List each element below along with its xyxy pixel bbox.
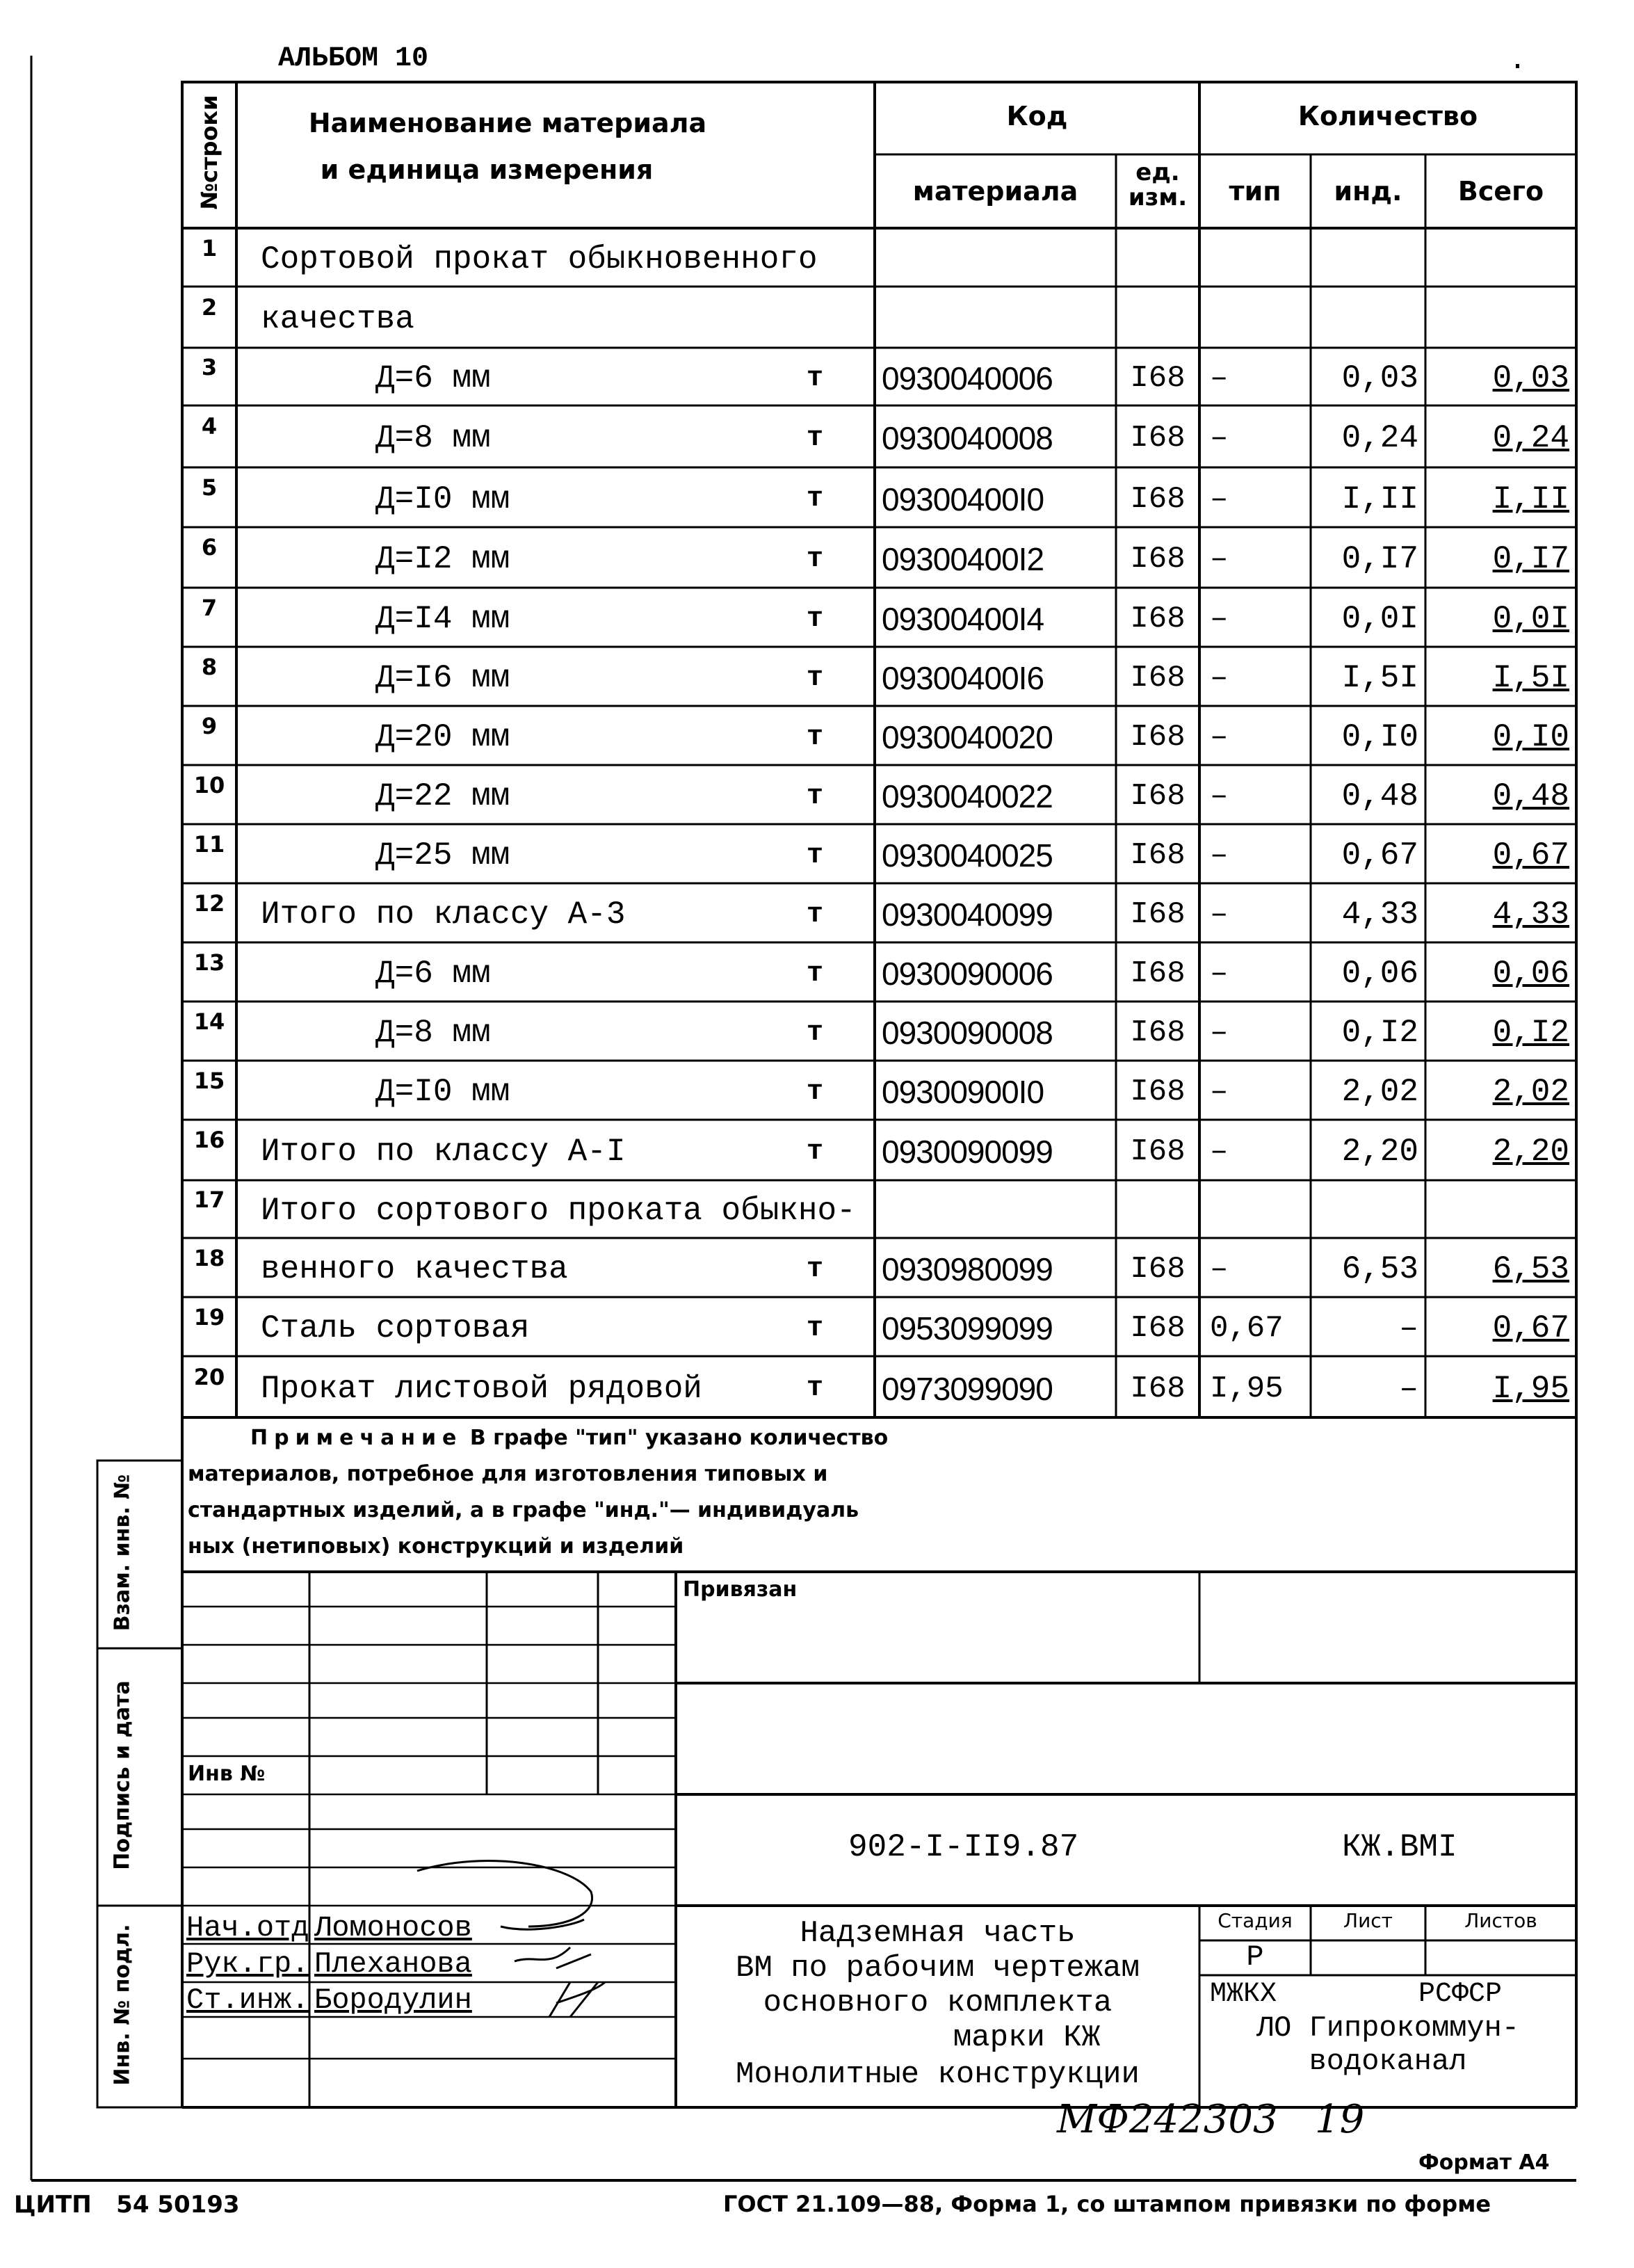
side-label-podpis: Подпись и дата <box>110 1680 135 1870</box>
row-tip: – <box>1210 897 1229 932</box>
row-ed: I68 <box>1130 602 1186 636</box>
row-total: 0,24 <box>1492 420 1569 456</box>
header-code: Код <box>1006 101 1068 131</box>
row-unit: т <box>807 363 824 394</box>
note-text1: В графе "тип" указано количество <box>469 1426 889 1450</box>
row-name: Д=6 мм <box>375 360 491 396</box>
stamp-title-4: марки КЖ <box>953 2020 1101 2055</box>
row-tip: – <box>1210 1252 1229 1287</box>
side-label-vzam: Взам. инв. № <box>110 1474 135 1632</box>
header-code-unit: ед. изм. <box>1128 159 1188 211</box>
row-number: 18 <box>193 1245 225 1271</box>
header-name-line2: и единица измерения <box>320 154 654 185</box>
row-tip: 0,67 <box>1210 1311 1284 1346</box>
side-label-inv-podl: Инв. № подл. <box>110 1924 135 2086</box>
row-number: 11 <box>193 831 225 858</box>
row-unit: т <box>807 1018 824 1049</box>
row-number: 16 <box>193 1127 225 1153</box>
row-total: 0,03 <box>1492 360 1569 396</box>
row-code: 0930040022 <box>882 778 1053 814</box>
row-number: 6 <box>201 534 218 561</box>
row-code: 09300400I4 <box>882 601 1044 637</box>
row-name: Итого по классу А-I <box>261 1134 626 1170</box>
row-name: Итого сортового проката обыкно- <box>261 1193 856 1229</box>
row-ind: 0,I0 <box>1341 719 1418 755</box>
row-ed: I68 <box>1130 542 1186 577</box>
row-ind: 0,24 <box>1341 420 1418 456</box>
note-line1 <box>250 1426 888 1450</box>
row-unit: т <box>807 1373 824 1404</box>
row-total: 0,06 <box>1492 956 1569 992</box>
stamp-title-5: Монолитные конструкции <box>736 2057 1140 2092</box>
row-ed: I68 <box>1130 838 1186 873</box>
row-number: 19 <box>193 1304 225 1330</box>
stamp-title-3: основного комплекта <box>763 1986 1113 2020</box>
row-code: 0930040099 <box>882 896 1053 933</box>
row-name: Д=I0 мм <box>375 481 510 517</box>
row-name: Итого по классу А-3 <box>261 896 626 933</box>
row-name: качества <box>261 301 414 337</box>
row-name: Д=I2 мм <box>375 541 510 577</box>
stamp-title-1: Надземная часть <box>800 1916 1076 1951</box>
row-ind: I,5I <box>1341 660 1418 696</box>
row-tip: – <box>1210 602 1229 636</box>
footer-right: ГОСТ 21.109—88, Форма 1, со штампом привязки по форме <box>723 2191 1491 2217</box>
stamp-sheet-label: Лист <box>1343 1909 1393 1932</box>
row-ind: 0,06 <box>1341 956 1418 992</box>
row-total: 6,53 <box>1492 1251 1569 1287</box>
row-code: 0930090006 <box>882 956 1053 992</box>
row-unit: т <box>807 840 824 871</box>
row-ed <box>1121 291 1195 348</box>
row-total: 0,67 <box>1492 837 1569 874</box>
stamp-sheets-label: Листов <box>1464 1909 1537 1932</box>
note-line4: ных (нетиповых) конструкций и изделий <box>188 1534 684 1559</box>
row-name: Д=I4 мм <box>375 601 510 637</box>
row-total: 0,67 <box>1492 1310 1569 1346</box>
row-total: I,II <box>1492 481 1569 517</box>
row-ind: – <box>1399 1310 1418 1346</box>
row-code: 0930040006 <box>882 360 1053 396</box>
header-name-line1: Наименование материала <box>308 108 707 138</box>
row-ind: 6,53 <box>1341 1251 1418 1287</box>
row-number: 3 <box>201 354 218 380</box>
header-qty-type: тип <box>1229 176 1281 207</box>
row-unit: т <box>807 663 824 694</box>
row-ind: 0,03 <box>1341 360 1418 396</box>
row-ind: 2,20 <box>1341 1134 1418 1170</box>
row-name: Д=I0 мм <box>375 1074 510 1110</box>
stamp-doc-code: 902-I-II9.87 <box>848 1829 1079 1865</box>
row-ed: I68 <box>1130 1311 1186 1346</box>
row-name: Прокат листовой рядовой <box>261 1371 702 1407</box>
row-total: 0,I7 <box>1492 541 1569 577</box>
row-tip: I,95 <box>1210 1372 1284 1406</box>
row-code: 0930980099 <box>882 1251 1053 1287</box>
stamp-org-line1a: МЖКХ <box>1210 1979 1277 2010</box>
row-number: 7 <box>201 595 218 621</box>
row-name: Д=6 мм <box>375 956 491 992</box>
row-total <box>1425 232 1569 287</box>
stamp-stage-label: Стадия <box>1218 1909 1293 1932</box>
row-code: 09300400I0 <box>882 481 1044 517</box>
row-code: 0930090008 <box>882 1015 1053 1051</box>
stamp-person-2-role: Рук.гр. <box>186 1947 309 1981</box>
row-number: 14 <box>193 1008 225 1035</box>
row-ed <box>1121 1184 1195 1238</box>
row-tip: – <box>1210 956 1229 991</box>
row-name: Сталь сортовая <box>261 1310 530 1346</box>
row-unit: т <box>807 483 824 515</box>
row-unit: т <box>807 544 824 575</box>
note-line2: материалов, потребное для изготовления типовых и <box>188 1462 828 1486</box>
row-ind: 0,67 <box>1341 837 1418 874</box>
row-total <box>1425 291 1569 348</box>
row-total: I,5I <box>1492 660 1569 696</box>
row-name: Д=20 мм <box>375 719 510 755</box>
header-quantity: Количество <box>1297 101 1478 131</box>
row-unit: т <box>807 1077 824 1108</box>
row-tip: – <box>1210 838 1229 873</box>
row-ind: 2,02 <box>1341 1074 1418 1110</box>
row-tip: – <box>1210 361 1229 396</box>
stamp-privyazan: Привязан <box>683 1577 798 1602</box>
row-total: 2,20 <box>1492 1134 1569 1170</box>
row-ed: I68 <box>1130 361 1186 396</box>
row-ed: I68 <box>1130 482 1186 517</box>
row-name: Д=8 мм <box>375 1015 491 1051</box>
row-total: 2,02 <box>1492 1074 1569 1110</box>
stamp-person-1-role: Нач.отд <box>186 1911 309 1945</box>
row-code: 09300400I2 <box>882 541 1044 577</box>
row-code: 09300900I0 <box>882 1074 1044 1110</box>
row-ed: I68 <box>1130 1015 1186 1050</box>
row-number: 5 <box>201 474 218 501</box>
row-tip: – <box>1210 1134 1229 1169</box>
row-ind <box>1311 1184 1418 1238</box>
row-name: Д=25 мм <box>375 837 510 874</box>
row-ind: – <box>1399 1371 1418 1407</box>
stamp-org-line3: водоканал <box>1309 2045 1467 2078</box>
handwritten-number: МФ242303 19 <box>1057 2097 1365 2142</box>
row-tip: – <box>1210 1015 1229 1050</box>
row-unit: т <box>807 958 824 990</box>
note-line3: стандартных изделий, а в графе "инд."— индивидуаль <box>188 1498 859 1522</box>
row-ind: 0,0I <box>1341 601 1418 637</box>
row-unit: т <box>807 899 824 931</box>
row-total: 0,0I <box>1492 601 1569 637</box>
row-ind <box>1311 291 1418 348</box>
row-code: 0930040025 <box>882 837 1053 874</box>
row-ed: I68 <box>1130 1252 1186 1287</box>
row-ind: 4,33 <box>1341 896 1418 933</box>
header-qty-ind: инд. <box>1334 176 1402 207</box>
row-code: 0953099099 <box>882 1310 1053 1346</box>
row-ed: I68 <box>1130 956 1186 991</box>
header-code-material: материала <box>912 176 1078 207</box>
stamp-inv-no: Инв № <box>188 1762 266 1786</box>
row-tip: – <box>1210 720 1229 755</box>
row-name: Д=8 мм <box>375 420 491 456</box>
row-ed: I68 <box>1130 421 1186 456</box>
row-ind: 0,I7 <box>1341 541 1418 577</box>
row-total: 0,I2 <box>1492 1015 1569 1051</box>
row-ed: I68 <box>1130 720 1186 755</box>
row-ed: I68 <box>1130 1075 1186 1109</box>
row-name: Д=I6 мм <box>375 660 510 696</box>
stamp-org-line2: ЛО Гипрокоммун- <box>1256 2011 1520 2045</box>
row-number: 13 <box>193 949 225 976</box>
row-ed: I68 <box>1130 661 1186 695</box>
row-number: 20 <box>193 1364 225 1390</box>
row-code: 0930040008 <box>882 420 1053 456</box>
header-qty-total: Всего <box>1457 176 1544 207</box>
row-number: 9 <box>201 713 218 739</box>
row-number: 12 <box>193 890 225 917</box>
row-number: 2 <box>201 294 218 321</box>
row-tip: – <box>1210 482 1229 517</box>
row-code: 09300400I6 <box>882 660 1044 696</box>
row-ed: I68 <box>1130 897 1186 932</box>
row-total <box>1425 1184 1569 1238</box>
row-number: 8 <box>201 654 218 680</box>
row-name: Сортовой прокат обыкновенного <box>261 241 818 278</box>
row-code: 0973099090 <box>882 1371 1053 1407</box>
footer-left: ЦИТП 54 50193 <box>14 2191 240 2219</box>
row-tip: – <box>1210 661 1229 695</box>
row-tip: – <box>1210 421 1229 456</box>
note-label: Примечание <box>250 1426 463 1450</box>
format-label: Формат А4 <box>1418 2150 1550 2175</box>
row-ind: I,II <box>1341 481 1418 517</box>
row-code: 0930090099 <box>882 1134 1053 1170</box>
header-row-number: №строки <box>196 95 223 210</box>
row-ed: I68 <box>1130 1372 1186 1406</box>
row-name: Д=22 мм <box>375 778 510 814</box>
row-unit: т <box>807 1136 824 1168</box>
stamp-person-3-role: Ст.инж. <box>186 1984 309 2017</box>
row-ed: I68 <box>1130 1134 1186 1169</box>
row-ed: I68 <box>1130 779 1186 814</box>
row-unit: т <box>807 781 824 812</box>
row-number: 4 <box>201 413 218 440</box>
row-number: 17 <box>193 1187 225 1213</box>
row-unit: т <box>807 1313 824 1344</box>
row-number: 15 <box>193 1068 225 1094</box>
row-unit: т <box>807 1254 824 1285</box>
row-code: 0930040020 <box>882 719 1053 755</box>
stamp-mark: КЖ.ВМI <box>1342 1829 1457 1865</box>
row-number: 10 <box>193 772 225 798</box>
row-tip: – <box>1210 1075 1229 1109</box>
row-ed <box>1121 232 1195 287</box>
row-ind: 0,48 <box>1341 778 1418 814</box>
stamp-stage-value: Р <box>1246 1940 1264 1974</box>
row-tip: – <box>1210 542 1229 577</box>
row-unit: т <box>807 423 824 454</box>
row-ind <box>1311 232 1418 287</box>
stamp-person-1-name: Ломоносов <box>314 1911 472 1945</box>
stamp-org-line1b: РСФСР <box>1418 1979 1503 2010</box>
album-label: АЛЬБОМ 10 <box>278 43 429 74</box>
row-tip: – <box>1210 779 1229 814</box>
row-unit: т <box>807 722 824 753</box>
row-total: 0,I0 <box>1492 719 1569 755</box>
row-total: 4,33 <box>1492 896 1569 933</box>
row-number: 1 <box>201 235 218 262</box>
row-total: I,95 <box>1492 1371 1569 1407</box>
row-name: венного качества <box>261 1251 568 1287</box>
row-total: 0,48 <box>1492 778 1569 814</box>
stamp-title-2: ВМ по рабочим чертежам <box>736 1951 1140 1986</box>
stamp-person-3-name: Бородулин <box>314 1984 472 2017</box>
stamp-person-2-name: Плеханова <box>314 1947 472 1981</box>
row-ind: 0,I2 <box>1341 1015 1418 1051</box>
row-unit: т <box>807 604 824 635</box>
